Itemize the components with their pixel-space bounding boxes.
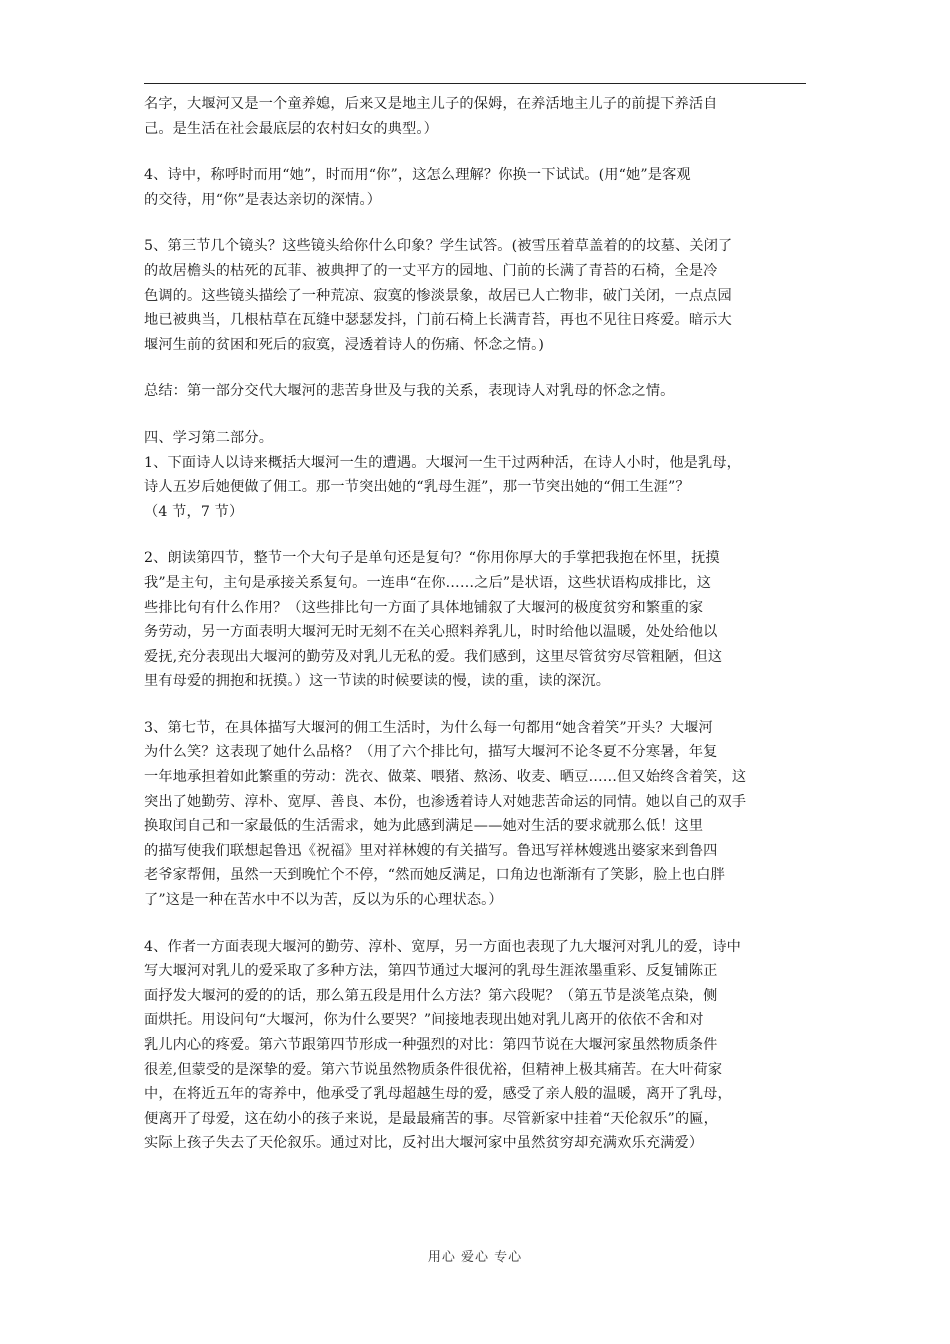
paragraph-gap [144, 524, 806, 546]
header-rule [144, 83, 806, 84]
page-footer: 用心 爱心 专心 [427, 1250, 523, 1265]
paragraph-summary: 总结：第一部分交代大堰河的悲苦身世及与我的关系，表现诗人对乳母的怀念之情。 [144, 383, 675, 400]
paragraph-gap [144, 694, 806, 716]
document-body [144, 92, 806, 1156]
paragraph-gap [144, 141, 806, 163]
paragraph-section-four-heading: 四、学习第二部分。 1、下面诗人以诗来概括大堰河一生的遭遇。大堰河一生干过两种活，在诗人小时，他是乳母， 诗人五岁后她便做了佣工。那一节突出她的“乳母生涯”，那一节突出她的“佣工生涯”？ （4 节，7 节） [144, 429, 742, 520]
paragraph-gap [144, 404, 806, 426]
paragraph-intro-continued: 名字，大堰河又是一个童养媳，后来又是地主儿子的保姆，在养活地主儿子的前提下养活自 己。是生活在社会最底层的农村妇女的典型。） [144, 96, 718, 137]
paragraph-question-2-reading: 2、朗读第四节，整节一个大句子是单句还是复句？“你用你厚大的手掌把我抱在怀里，抚摸 我”是主句，主句是承接关系复句。一连串“在你……之后”是状语，这些状语构成排比，这 些排比句有什么作用？（这些排比句一方面了具体地铺叙了大堰河的极度贫穷和繁重的家 务劳动，另一方面表明大堰河无时无刻不在关心照料养乳儿，时时给他以温暖，处处给他以 爱抚,充分表现出大堰河的勤劳及对乳儿无私的爱。我们感到，这里尽管贫穷尽管粗陋，但这 里有母爱的拥抱和抚摸。）这一节读的时候要读的慢，读的重，读的深沉。 [144, 550, 723, 690]
paragraph-question-4-address: 4、诗中，称呼时而用“她”，时而用“你”，这怎么理解？你换一下试试。(用“她”是客观 的交待，用“你”是表达亲切的深情。） [144, 167, 691, 208]
paragraph-question-4-love: 4、作者一方面表现大堰河的勤劳、淳朴、宽厚，另一方面也表现了九大堰河对乳儿的爱，诗中 写大堰河对乳儿的爱采取了多种方法，第四节通过大堰河的乳母生涯浓墨重彩、反复铺陈正 面抒发大堰河的爱的的话，那么第五段是用什么方法？第六段呢？（第五节是淡笔点染，侧 面烘托。用设问句“大堰河，你为什么要哭？”间接地表现出她对乳儿离开的依依不舍和对 乳儿内心的疼爱。第六节跟第四节形成一种强烈的对比：第四节说在大堰河家虽然物质条件 很差,但蒙受的是深挚的爱。第六节说虽然物质条件很优裕，但精神上极其痛苦。在大叶荷家 中，在将近五年的寄养中，他承受了乳母超越生母的爱，感受了亲人般的温暖，离开了乳母， 便离开了母爱，这在幼小的孩子来说，是最最痛苦的事。尽管新家中挂着“天伦叙乐”的匾， 实际上孩子失去了天伦叙乐。通过对比，反衬出大堰河家中虽然贫穷却充满欢乐充满爱） [144, 938, 742, 1152]
paragraph-question-3-smile: 3、第七节，在具体描写大堰河的佣工生活时，为什么每一句都用“她含着笑”开头？大堰河 为什么笑？这表现了她什么品格？（用了六个排比句，描写大堰河不论冬夏不分寒暑，年复 一年地承担着如此繁重的劳动：洗衣、做菜、喂猪、熬汤、收麦、晒豆……但又始终含着笑，这 突出了她勤劳、淳朴、宽厚、善良、本份，也渗透着诗人对她悲苦命运的同情。她以自己的双手 换取闰自己和一家最低的生活需求，她为此感到满足——她对生活的要求就那么低！这里 的描写使我们联想起鲁迅《祝福》里对祥林嫂的有关描写。鲁迅写祥林嫂逃出婆家来到鲁四 老爷家帮佣，虽然一天到晚忙个不停，“然而她反满足，口角边也渐渐有了笑影，脸上也白胖 了”这是一种在苦水中不以为苦，反以为乐的心理状态。） [144, 719, 747, 909]
paragraph-gap [144, 212, 806, 234]
paragraph-question-5-shots: 5、第三节几个镜头？这些镜头给你什么印象？学生试答。(被雪压着草盖着的的坟墓、关闭了 的故居檐头的枯死的瓦菲、被典押了的一丈平方的园地、门前的长满了青苔的石椅，全是冷 色调的。这些镜头描绘了一种荒凉、寂寞的惨淡景象，故居已人亡物非，破门关闭，一点点园 地已被典当，几根枯草在瓦缝中瑟瑟发抖，门前石椅上长满青苔，再也不见往日疼爱。暗示大 堰河生前的贫困和死后的寂寞，浸透着诗人的伤痛、怀念之情。) [144, 238, 733, 353]
paragraph-gap [144, 357, 806, 379]
paragraph-gap [144, 913, 806, 935]
